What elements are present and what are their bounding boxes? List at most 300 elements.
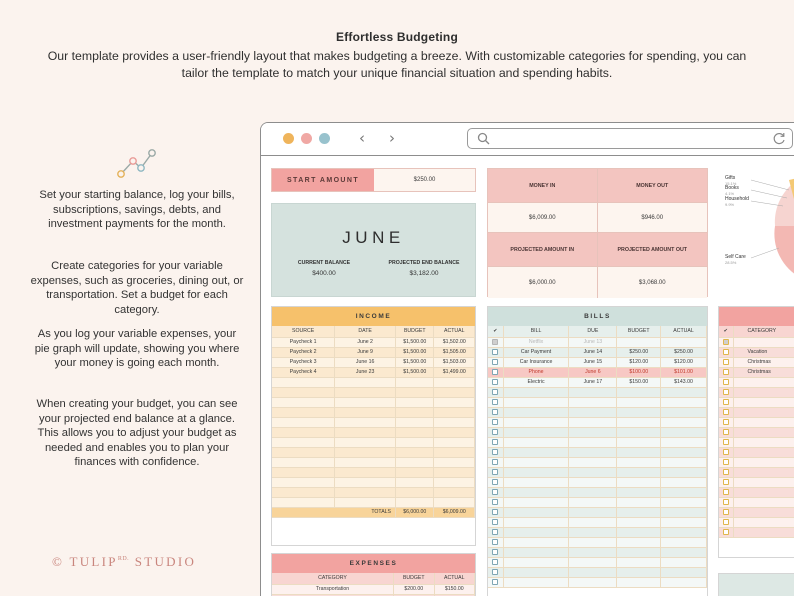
bill-cell[interactable] <box>617 517 661 527</box>
bill-cell[interactable] <box>503 497 569 507</box>
income-cell[interactable]: June 16 <box>335 357 396 367</box>
income-cell[interactable] <box>272 487 335 497</box>
bill-paid-checkbox[interactable] <box>488 537 503 547</box>
variable-checkbox[interactable] <box>719 487 733 497</box>
bill-cell[interactable] <box>617 487 661 497</box>
bill-cell[interactable] <box>617 457 661 467</box>
bill-paid-checkbox[interactable] <box>488 567 503 577</box>
income-cell[interactable] <box>434 467 475 477</box>
income-cell[interactable]: Paycheck 1 <box>272 337 335 347</box>
checkbox-icon[interactable] <box>723 399 729 405</box>
bill-cell[interactable] <box>617 337 661 347</box>
income-cell[interactable] <box>396 447 434 457</box>
income-cell[interactable] <box>396 477 434 487</box>
bill-cell[interactable] <box>617 407 661 417</box>
income-cell[interactable] <box>396 427 434 437</box>
bill-cell[interactable] <box>503 417 569 427</box>
checkbox-icon[interactable] <box>723 359 729 365</box>
expense-cell[interactable]: Transportation <box>272 584 394 594</box>
checkbox-icon[interactable] <box>723 439 729 445</box>
income-cell[interactable]: June 9 <box>335 347 396 357</box>
income-cell[interactable] <box>272 457 335 467</box>
bill-cell[interactable] <box>661 547 707 557</box>
variable-checkbox[interactable] <box>719 337 733 347</box>
checkbox-icon[interactable] <box>723 459 729 465</box>
bill-cell[interactable]: Electric <box>503 377 569 387</box>
income-cell[interactable] <box>434 437 475 447</box>
bill-cell[interactable] <box>503 437 569 447</box>
bill-cell[interactable] <box>661 487 707 497</box>
current-balance-value: $400.00 <box>312 270 336 277</box>
bill-cell[interactable] <box>569 407 617 417</box>
variable-checkbox[interactable] <box>719 357 733 367</box>
variable-category-cell[interactable] <box>733 487 794 497</box>
income-cell[interactable] <box>434 447 475 457</box>
income-cell[interactable] <box>396 397 434 407</box>
variable-category-cell[interactable] <box>733 377 794 387</box>
table-row <box>719 357 794 367</box>
variable-category-cell[interactable] <box>733 517 794 527</box>
bill-cell[interactable]: Car Payment <box>503 347 569 357</box>
income-cell[interactable] <box>434 417 475 427</box>
variable-checkbox[interactable] <box>719 397 733 407</box>
bill-cell[interactable]: $120.00 <box>617 357 661 367</box>
variable-category-cell[interactable]: Christmas <box>733 367 794 377</box>
bill-paid-checkbox[interactable] <box>488 487 503 497</box>
checkbox-icon[interactable] <box>723 449 729 455</box>
variable-category-cell[interactable] <box>733 477 794 487</box>
income-cell[interactable] <box>272 387 335 397</box>
income-cell[interactable]: $1,499.00 <box>434 367 475 377</box>
income-cell[interactable] <box>396 407 434 417</box>
income-cell[interactable] <box>396 417 434 427</box>
bill-cell[interactable] <box>503 407 569 417</box>
checkbox-icon[interactable] <box>723 469 729 475</box>
bill-cell[interactable] <box>661 527 707 537</box>
bill-cell[interactable] <box>569 447 617 457</box>
income-cell[interactable]: June 23 <box>335 367 396 377</box>
income-cell[interactable] <box>272 427 335 437</box>
bill-cell[interactable] <box>569 467 617 477</box>
checkbox-icon[interactable] <box>492 549 498 555</box>
bill-cell[interactable] <box>569 417 617 427</box>
start-amount-value[interactable]: $250.00 <box>374 169 475 191</box>
checkbox-icon[interactable] <box>492 499 498 505</box>
bill-cell[interactable] <box>569 457 617 467</box>
checkbox-icon[interactable] <box>723 489 729 495</box>
bill-paid-checkbox[interactable] <box>488 437 503 447</box>
checkbox-icon[interactable] <box>723 509 729 515</box>
bill-cell[interactable] <box>569 507 617 517</box>
bill-paid-checkbox[interactable] <box>488 557 503 567</box>
income-cell[interactable] <box>335 447 396 457</box>
checkbox-icon[interactable] <box>492 379 498 385</box>
bill-cell[interactable] <box>661 447 707 457</box>
checkbox-icon[interactable] <box>492 359 498 365</box>
bill-cell[interactable] <box>503 577 569 587</box>
bill-paid-checkbox[interactable] <box>488 477 503 487</box>
income-cell[interactable] <box>434 487 475 497</box>
income-cell[interactable] <box>335 477 396 487</box>
variable-checkbox[interactable] <box>719 527 733 537</box>
variable-category-cell[interactable] <box>733 387 794 397</box>
bill-cell[interactable] <box>661 337 707 347</box>
bill-cell[interactable] <box>503 557 569 567</box>
bill-cell[interactable] <box>503 467 569 477</box>
income-cell[interactable] <box>335 457 396 467</box>
bill-cell[interactable] <box>661 557 707 567</box>
variable-checkbox[interactable] <box>719 427 733 437</box>
bill-cell[interactable]: June 15 <box>569 357 617 367</box>
income-cell[interactable] <box>396 467 434 477</box>
income-cell[interactable] <box>335 387 396 397</box>
bill-cell[interactable] <box>617 417 661 427</box>
checkbox-icon[interactable] <box>492 419 498 425</box>
income-cell[interactable] <box>272 447 335 457</box>
checkbox-icon[interactable] <box>492 509 498 515</box>
bill-cell[interactable] <box>617 547 661 557</box>
bill-cell[interactable] <box>617 447 661 457</box>
bill-cell[interactable] <box>661 567 707 577</box>
bill-cell[interactable] <box>617 537 661 547</box>
table-row <box>719 347 794 357</box>
income-cell[interactable] <box>272 377 335 387</box>
income-cell[interactable] <box>272 397 335 407</box>
bill-cell[interactable] <box>617 387 661 397</box>
bill-cell[interactable] <box>569 567 617 577</box>
bill-paid-checkbox[interactable] <box>488 417 503 427</box>
bill-cell[interactable] <box>503 487 569 497</box>
bill-cell[interactable]: June 13 <box>569 337 617 347</box>
variable-checkbox[interactable] <box>719 447 733 457</box>
income-cell[interactable] <box>272 417 335 427</box>
variable-checkbox[interactable] <box>719 507 733 517</box>
table-row <box>719 507 794 517</box>
variable-checkbox[interactable] <box>719 387 733 397</box>
bill-paid-checkbox[interactable] <box>488 467 503 477</box>
income-cell[interactable] <box>396 497 434 507</box>
bill-cell[interactable] <box>661 577 707 587</box>
income-cell[interactable] <box>434 457 475 467</box>
income-cell[interactable] <box>396 487 434 497</box>
checkbox-icon[interactable] <box>492 399 498 405</box>
income-cell[interactable]: Paycheck 4 <box>272 367 335 377</box>
checkbox-icon[interactable] <box>492 389 498 395</box>
bill-cell[interactable] <box>503 457 569 467</box>
checkbox-icon[interactable] <box>723 429 729 435</box>
income-cell[interactable] <box>396 457 434 467</box>
variable-category-cell[interactable] <box>733 407 794 417</box>
variable-category-cell[interactable] <box>733 427 794 437</box>
bill-cell[interactable] <box>661 417 707 427</box>
refresh-icon[interactable] <box>773 132 786 145</box>
income-cell[interactable] <box>434 477 475 487</box>
income-cell[interactable]: $1,500.00 <box>396 347 434 357</box>
income-cell[interactable]: $1,503.00 <box>434 357 475 367</box>
bill-cell[interactable] <box>617 477 661 487</box>
income-cell[interactable]: Paycheck 2 <box>272 347 335 357</box>
variable-category-cell[interactable] <box>733 447 794 457</box>
bill-cell[interactable] <box>569 527 617 537</box>
bill-paid-checkbox[interactable] <box>488 397 503 407</box>
bill-cell[interactable] <box>617 467 661 477</box>
checkbox-icon[interactable] <box>492 439 498 445</box>
bill-cell[interactable] <box>569 517 617 527</box>
variable-category-cell[interactable] <box>733 417 794 427</box>
income-cell[interactable] <box>434 387 475 397</box>
bill-cell[interactable]: $250.00 <box>661 347 707 357</box>
checkbox-icon[interactable] <box>492 469 498 475</box>
variable-category-cell[interactable] <box>733 467 794 477</box>
checkbox-icon[interactable] <box>723 519 729 525</box>
variable-checkbox[interactable] <box>719 497 733 507</box>
income-cell[interactable] <box>272 467 335 477</box>
variable-checkbox[interactable] <box>719 467 733 477</box>
bill-paid-checkbox[interactable] <box>488 427 503 437</box>
bill-paid-checkbox[interactable] <box>488 377 503 387</box>
checkbox-icon[interactable] <box>723 339 729 345</box>
bill-cell[interactable]: Car Insurance <box>503 357 569 367</box>
bill-cell[interactable] <box>661 497 707 507</box>
bill-cell[interactable] <box>503 397 569 407</box>
checkbox-icon[interactable] <box>492 539 498 545</box>
variable-category-cell[interactable] <box>733 457 794 467</box>
income-cell[interactable] <box>396 387 434 397</box>
bill-cell[interactable] <box>617 577 661 587</box>
bill-cell[interactable] <box>503 477 569 487</box>
bill-cell[interactable] <box>569 537 617 547</box>
checkbox-icon[interactable] <box>723 369 729 375</box>
checkbox-icon[interactable] <box>723 419 729 425</box>
bill-cell[interactable]: Netflix <box>503 337 569 347</box>
bill-cell[interactable] <box>617 507 661 517</box>
bill-cell[interactable] <box>661 437 707 447</box>
window-dot-blue[interactable] <box>319 133 330 144</box>
start-amount-label: START AMOUNT <box>272 169 374 191</box>
checkbox-icon[interactable] <box>723 409 729 415</box>
bill-paid-checkbox[interactable] <box>488 577 503 587</box>
income-cell[interactable]: $1,505.00 <box>434 347 475 357</box>
income-totals-label[interactable]: TOTALS <box>272 507 396 517</box>
bill-cell[interactable] <box>569 557 617 567</box>
bill-cell[interactable] <box>661 427 707 437</box>
checkbox-icon[interactable] <box>492 339 498 345</box>
bill-cell[interactable] <box>503 567 569 577</box>
bill-cell[interactable] <box>569 547 617 557</box>
bill-cell[interactable]: $150.00 <box>617 377 661 387</box>
bill-cell[interactable] <box>569 477 617 487</box>
variable-checkbox[interactable] <box>719 347 733 357</box>
variable-category-cell[interactable] <box>733 507 794 517</box>
variable-checkbox[interactable] <box>719 477 733 487</box>
bill-cell[interactable] <box>661 407 707 417</box>
income-cell[interactable] <box>335 467 396 477</box>
back-arrow-icon[interactable]: ‹ <box>359 129 365 147</box>
income-cell[interactable] <box>272 477 335 487</box>
bill-cell[interactable]: $143.00 <box>661 377 707 387</box>
checkbox-icon[interactable] <box>492 579 498 585</box>
bill-paid-checkbox[interactable] <box>488 367 503 377</box>
bill-paid-checkbox[interactable] <box>488 447 503 457</box>
variable-checkbox[interactable] <box>719 437 733 447</box>
income-cell[interactable]: June 2 <box>335 337 396 347</box>
bill-cell[interactable]: $101.00 <box>661 367 707 377</box>
income-cell[interactable] <box>335 417 396 427</box>
income-cell[interactable] <box>434 427 475 437</box>
income-cell[interactable] <box>434 397 475 407</box>
bill-paid-checkbox[interactable] <box>488 387 503 397</box>
bill-cell[interactable] <box>569 437 617 447</box>
variable-checkbox[interactable] <box>719 377 733 387</box>
variable-checkbox[interactable] <box>719 457 733 467</box>
bill-paid-checkbox[interactable] <box>488 337 503 347</box>
bill-cell[interactable] <box>661 507 707 517</box>
bill-cell[interactable] <box>617 497 661 507</box>
checkbox-icon[interactable] <box>723 379 729 385</box>
bill-cell[interactable] <box>617 527 661 537</box>
income-cell[interactable]: $1,500.00 <box>396 337 434 347</box>
bill-cell[interactable] <box>617 557 661 567</box>
income-cell[interactable] <box>272 497 335 507</box>
bill-cell[interactable] <box>661 517 707 527</box>
bill-cell[interactable] <box>569 487 617 497</box>
checkbox-icon[interactable] <box>492 449 498 455</box>
income-total-budget[interactable]: $6,000.00 <box>396 507 434 517</box>
checkbox-icon[interactable] <box>492 459 498 465</box>
window-dot-pink[interactable] <box>301 133 312 144</box>
bill-paid-checkbox[interactable] <box>488 507 503 517</box>
bill-cell[interactable] <box>503 507 569 517</box>
income-cell[interactable] <box>396 437 434 447</box>
address-bar[interactable] <box>467 128 793 149</box>
window-dot-yellow[interactable] <box>283 133 294 144</box>
checkbox-icon[interactable] <box>492 409 498 415</box>
checkbox-icon[interactable] <box>492 569 498 575</box>
income-cell[interactable]: $1,500.00 <box>396 367 434 377</box>
checkbox-icon[interactable] <box>492 559 498 565</box>
income-cell[interactable] <box>434 407 475 417</box>
income-cell[interactable]: $1,500.00 <box>396 357 434 367</box>
income-cell[interactable] <box>335 487 396 497</box>
bill-paid-checkbox[interactable] <box>488 407 503 417</box>
bill-cell[interactable]: Phone <box>503 367 569 377</box>
bill-cell[interactable] <box>617 427 661 437</box>
bills-col-check: ✔ <box>488 326 503 337</box>
bill-cell[interactable] <box>569 577 617 587</box>
bill-cell[interactable] <box>503 387 569 397</box>
forward-arrow-icon[interactable]: › <box>389 129 395 147</box>
variable-category-cell[interactable] <box>733 497 794 507</box>
variable-category-cell[interactable] <box>733 437 794 447</box>
bill-cell[interactable] <box>569 427 617 437</box>
bill-cell[interactable] <box>661 397 707 407</box>
checkbox-icon[interactable] <box>492 429 498 435</box>
checkbox-icon[interactable] <box>723 349 729 355</box>
bill-cell[interactable]: $100.00 <box>617 367 661 377</box>
bill-cell[interactable] <box>569 397 617 407</box>
variable-checkbox[interactable] <box>719 367 733 377</box>
bill-cell[interactable]: $250.00 <box>617 347 661 357</box>
checkbox-icon[interactable] <box>492 369 498 375</box>
bill-cell[interactable] <box>503 527 569 537</box>
income-cell[interactable] <box>335 497 396 507</box>
bill-cell[interactable]: June 6 <box>569 367 617 377</box>
expenses-panel <box>271 553 476 596</box>
income-cell[interactable] <box>335 377 396 387</box>
bill-paid-checkbox[interactable] <box>488 357 503 367</box>
bill-cell[interactable] <box>661 537 707 547</box>
checkbox-icon[interactable] <box>492 479 498 485</box>
bill-cell[interactable] <box>503 537 569 547</box>
search-icon <box>477 132 490 145</box>
checkbox-icon[interactable] <box>723 529 729 535</box>
bill-cell[interactable] <box>661 387 707 397</box>
bill-cell[interactable] <box>661 457 707 467</box>
checkbox-icon[interactable] <box>723 389 729 395</box>
bill-cell[interactable]: June 17 <box>569 377 617 387</box>
income-cell[interactable] <box>396 377 434 387</box>
variable-category-cell[interactable] <box>733 397 794 407</box>
variable-category-cell[interactable]: Christmas <box>733 357 794 367</box>
variable-category-cell[interactable]: Vacation <box>733 347 794 357</box>
income-total-actual[interactable]: $6,009.00 <box>434 507 475 517</box>
expense-cell[interactable]: $150.00 <box>434 584 475 594</box>
income-cell[interactable] <box>335 397 396 407</box>
bill-paid-checkbox[interactable] <box>488 457 503 467</box>
variable-category-cell[interactable] <box>733 527 794 537</box>
checkbox-icon[interactable] <box>492 529 498 535</box>
checkbox-icon[interactable] <box>492 519 498 525</box>
income-cell[interactable] <box>335 407 396 417</box>
income-cell[interactable]: Paycheck 3 <box>272 357 335 367</box>
variable-category-cell[interactable] <box>733 337 794 347</box>
variable-checkbox[interactable] <box>719 517 733 527</box>
bill-cell[interactable] <box>661 467 707 477</box>
bill-paid-checkbox[interactable] <box>488 347 503 357</box>
checkbox-icon[interactable] <box>723 479 729 485</box>
bill-cell[interactable] <box>503 447 569 457</box>
bill-cell[interactable] <box>503 517 569 527</box>
income-cell[interactable] <box>272 437 335 447</box>
variable-checkbox[interactable] <box>719 407 733 417</box>
bill-cell[interactable] <box>617 437 661 447</box>
checkbox-icon[interactable] <box>492 489 498 495</box>
income-cell[interactable] <box>335 437 396 447</box>
income-cell[interactable]: $1,502.00 <box>434 337 475 347</box>
bill-cell[interactable]: $120.00 <box>661 357 707 367</box>
expense-cell[interactable]: $200.00 <box>394 584 435 594</box>
bill-cell[interactable] <box>569 497 617 507</box>
bill-cell[interactable] <box>617 397 661 407</box>
bill-cell[interactable] <box>661 477 707 487</box>
bill-paid-checkbox[interactable] <box>488 497 503 507</box>
income-cell[interactable] <box>434 497 475 507</box>
income-cell[interactable] <box>434 377 475 387</box>
income-cell[interactable] <box>335 427 396 437</box>
income-cell[interactable] <box>272 407 335 417</box>
bill-paid-checkbox[interactable] <box>488 547 503 557</box>
bill-cell[interactable] <box>569 387 617 397</box>
bill-cell[interactable] <box>503 547 569 557</box>
bill-paid-checkbox[interactable] <box>488 527 503 537</box>
variable-checkbox[interactable] <box>719 417 733 427</box>
bill-cell[interactable] <box>503 427 569 437</box>
bill-cell[interactable] <box>617 567 661 577</box>
checkbox-icon[interactable] <box>492 349 498 355</box>
bill-paid-checkbox[interactable] <box>488 517 503 527</box>
bill-cell[interactable]: June 14 <box>569 347 617 357</box>
checkbox-icon[interactable] <box>723 499 729 505</box>
